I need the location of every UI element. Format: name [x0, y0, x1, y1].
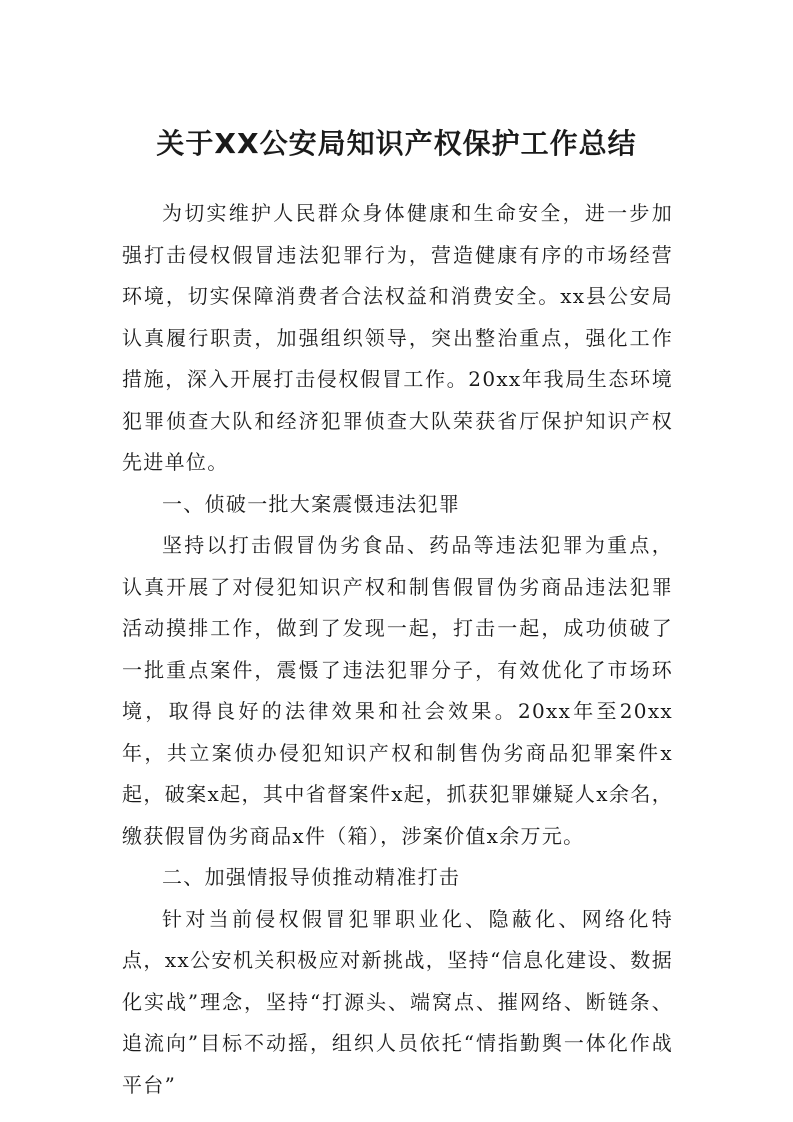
document-body	[122, 193, 673, 1106]
paragraph-section-2: 针对当前侵权假冒犯罪职业化、隐蔽化、网络化特点，xx公安机关积极应对新挑战，坚持“信息化建设、数据化实战”理念，坚持“打源头、端窝点、摧网络、断链条、追流向”目标不动摇，组织人员依托“情指勤舆一体化作战平台”	[122, 906, 673, 1097]
paragraph-intro: 为切实维护人民群众身体健康和生命安全，进一步加强打击侵权假冒违法犯罪行为，营造健康有序的市场经营环境，切实保障消费者合法权益和消费安全。xx县公安局认真履行职责，加强组织领导，突出整治重点，强化工作措施，深入开展打击侵权假冒工作。20xx年我局生态环境犯罪侦查大队和经济犯罪侦查大队荣获省厅保护知识产权先进单位。	[122, 201, 673, 474]
paragraph-section-1: 坚持以打击假冒伪劣食品、药品等违法犯罪为重点，认真开展了对侵犯知识产权和制售假冒伪劣商品违法犯罪活动摸排工作，做到了发现一起，打击一起，成功侦破了一批重点案件，震慑了违法犯罪分子，有效优化了市场环境，取得良好的法律效果和社会效果。20xx年至20xx年，共立案侦办侵犯知识产权和制售伪劣商品犯罪案件x起，破案x起，其中省督案件x起，抓获犯罪嫌疑人x余名，缴获假冒伪劣商品x件（箱），涉案价值x余万元。	[122, 533, 673, 848]
section-heading-1: 一、侦破一批大案震慑违法犯罪	[162, 491, 461, 516]
section-heading-2: 二、加强情报导侦推动精准打击	[162, 865, 461, 889]
document-title: 关于XX公安局知识产权保护工作总结	[156, 127, 637, 160]
